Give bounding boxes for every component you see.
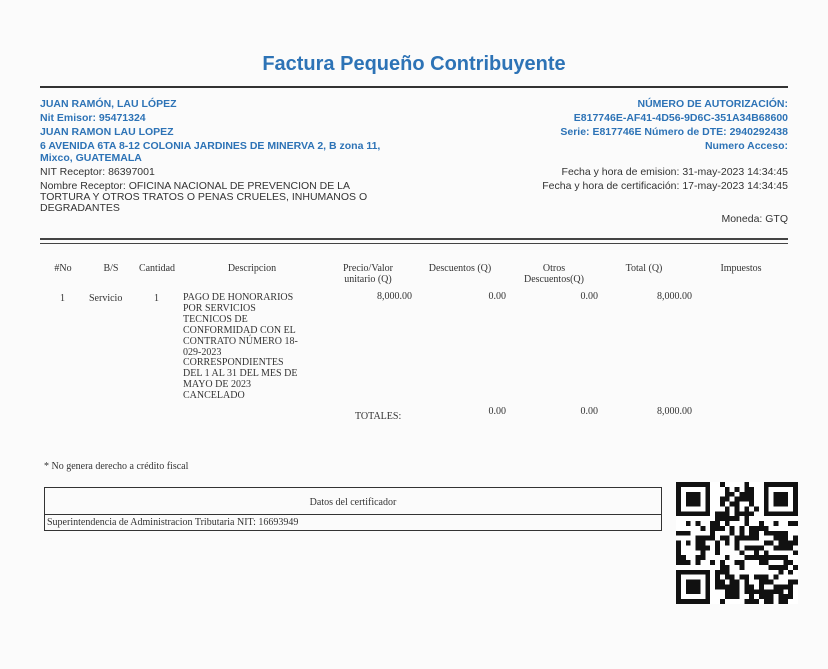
- autorizacion-serie: Serie: E817746E Número de DTE: 2940292438: [560, 126, 788, 138]
- col-header-descripcion: Descripcion: [227, 263, 277, 274]
- header-divider: [40, 86, 788, 88]
- certificador-box: [44, 487, 662, 531]
- row-total: 8,000.00: [657, 291, 692, 302]
- row-no: 1: [60, 293, 65, 304]
- table-divider: [40, 238, 788, 244]
- autorizacion-code: E817746E-AF41-4D56-9D6C-351A34B68600: [573, 112, 788, 124]
- credito-fiscal-note: * No genera derecho a crédito fiscal: [44, 461, 189, 472]
- certificador-body: Superintendencia de Administracion Tributaria NIT: 16693949: [47, 517, 299, 528]
- row-cantidad: 1: [154, 293, 159, 304]
- col-header-total: Total (Q): [625, 263, 663, 274]
- totales-descuentos: 0.00: [488, 406, 506, 417]
- fecha-certificacion: Fecha y hora de certificación: 17-may-2023 14:34:45: [542, 180, 788, 192]
- row-precio: 8,000.00: [377, 291, 412, 302]
- row-bs: Servicio: [89, 293, 123, 304]
- moneda: Moneda: GTQ: [721, 213, 788, 225]
- col-header-bs: B/S: [103, 263, 119, 274]
- emisor-name: JUAN RAMÓN, LAU LÓPEZ: [40, 98, 177, 110]
- totales-otros-descuentos: 0.00: [580, 406, 598, 417]
- emisor-commercial-name: JUAN RAMON LAU LOPEZ: [40, 126, 174, 138]
- col-header-impuestos: Impuestos: [720, 263, 762, 274]
- numero-acceso: Numero Acceso:: [704, 140, 788, 152]
- qr-code-icon: [676, 482, 798, 604]
- receptor-name-2: TORTURA Y OTROS TRATOS O PENAS CRUELES, INHUMANOS O: [40, 191, 368, 203]
- invoice-title: Factura Pequeño Contribuyente: [262, 53, 566, 75]
- row-descuentos: 0.00: [488, 291, 506, 302]
- row-otros-descuentos: 0.00: [580, 291, 598, 302]
- emisor-address-2: Mixco, GUATEMALA: [40, 152, 142, 164]
- receptor-nit: NIT Receptor: 86397001: [40, 166, 155, 178]
- certificador-title: Datos del certificador: [309, 497, 397, 508]
- receptor-name-3: DEGRADANTES: [40, 202, 120, 214]
- certificador-divider: [45, 514, 661, 515]
- emisor-address-1: 6 AVENIDA 6TA 8-12 COLONIA JARDINES DE MINERVA 2, B zona 11,: [40, 140, 381, 152]
- col-header-no: #No: [54, 263, 72, 274]
- totales-label: TOTALES:: [355, 411, 402, 422]
- col-header-cantidad: Cantidad: [138, 263, 176, 274]
- emisor-nit: Nit Emisor: 95471324: [40, 112, 146, 124]
- col-header-otros-descuentos: Otros Descuentos(Q): [524, 263, 584, 285]
- autorizacion-label: NÚMERO DE AUTORIZACIÓN:: [637, 98, 788, 110]
- receptor-name-1: Nombre Receptor: OFICINA NACIONAL DE PREVENCION DE LA: [40, 180, 351, 192]
- row-descripcion: PAGO DE HONORARIOS POR SERVICIOS TECNICOS DE CONFORMIDAD CON EL CONTRATO NÚMERO 18- 029-2023 CORRESPONDIENTES DEL 1 AL 31 DEL MES DE MAYO DE 2023 CANCELADO: [183, 292, 298, 402]
- col-header-precio: Precio/Valor unitario (Q): [343, 263, 393, 285]
- col-header-descuentos: Descuentos (Q): [428, 263, 492, 274]
- totales-total: 8,000.00: [657, 406, 692, 417]
- fecha-emision: Fecha y hora de emision: 31-may-2023 14:34:45: [561, 166, 788, 178]
